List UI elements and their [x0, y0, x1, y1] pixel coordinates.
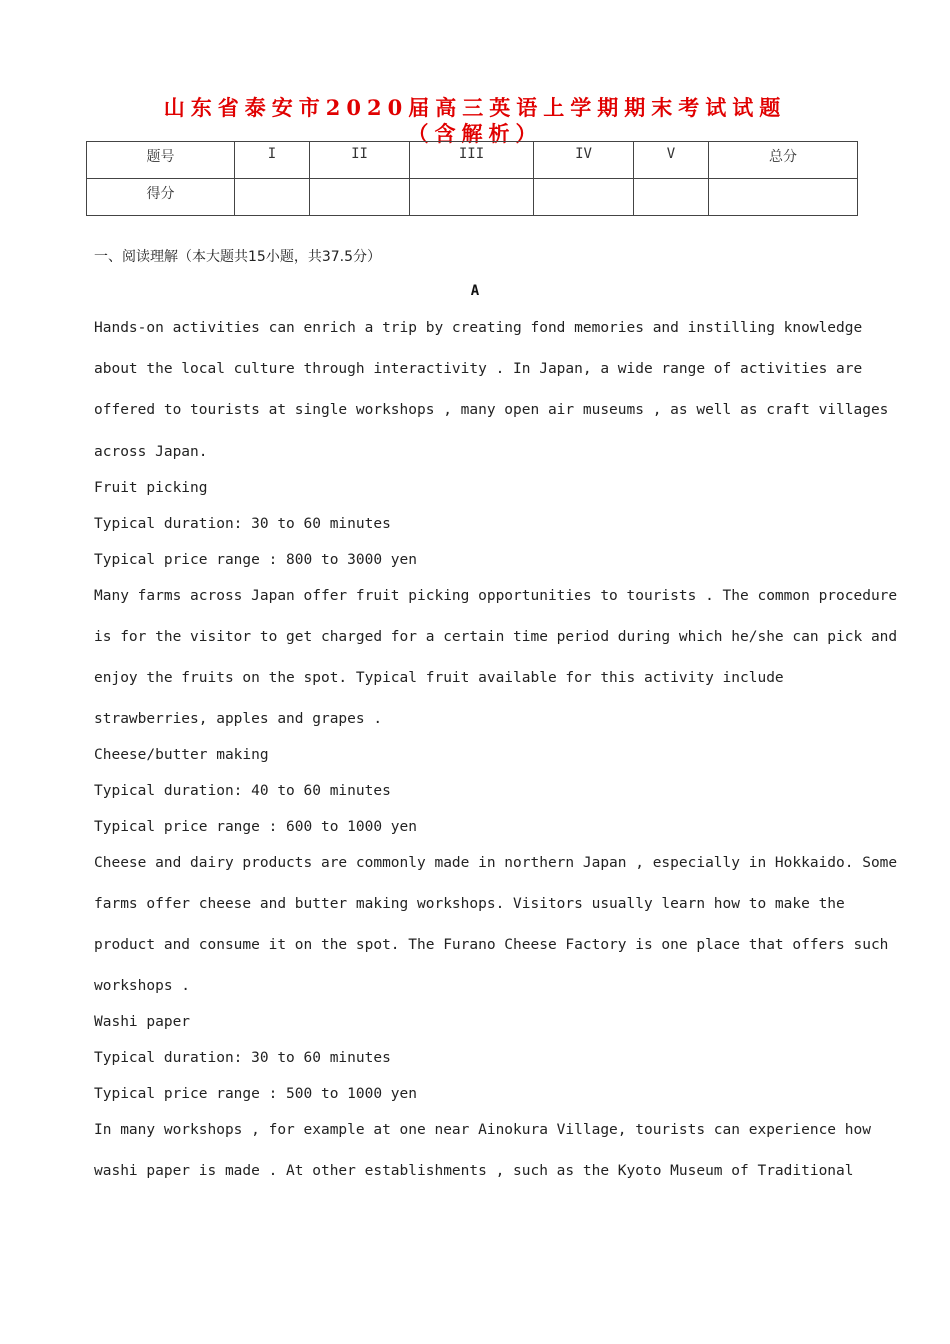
passage-label: A — [470, 283, 480, 299]
text-line: Typical duration: 40 to 60 minutes — [94, 783, 391, 799]
text-line: is for the visitor to get charged for a certain time period during which he/she can pick and — [94, 629, 898, 645]
score-header-cell: II — [310, 142, 410, 179]
text-line: In many workshops , for example at one near Ainokura Village, tourists can experience how — [94, 1122, 871, 1138]
text-line: farms offer cheese and butter making workshops. Visitors usually learn how to make the — [94, 896, 845, 912]
text-line: washi paper is made . At other establishments , such as the Kyoto Museum of Traditional — [94, 1163, 854, 1179]
score-empty-cell — [310, 179, 410, 216]
text-line: Typical price range : 800 to 3000 yen — [94, 552, 418, 568]
score-header-cell: I — [235, 142, 310, 179]
score-empty-cell — [410, 179, 534, 216]
document-title: 山东省泰安市2020届高三英语上学期期末考试试题 — [163, 95, 787, 120]
text-line: across Japan. — [94, 444, 208, 460]
text-line: Hands-on activities can enrich a trip by creating fond memories and instilling knowledge — [94, 320, 863, 336]
score-empty-cell — [634, 179, 709, 216]
text-line: Typical duration: 30 to 60 minutes — [94, 516, 391, 532]
score-table — [86, 141, 858, 216]
text-line: Typical price range : 500 to 1000 yen — [94, 1086, 418, 1102]
text-line: Many farms across Japan offer fruit picking opportunities to tourists . The common procedure — [94, 588, 898, 604]
subheading: Cheese/butter making — [94, 747, 269, 763]
score-table-header-row — [87, 142, 858, 179]
text-line: Typical price range : 600 to 1000 yen — [94, 819, 418, 835]
document-title-suffix: （含解析） — [407, 121, 543, 146]
text-line: strawberries, apples and grapes . — [94, 711, 383, 727]
text-line: workshops . — [94, 978, 191, 994]
text-line: about the local culture through interactivity . In Japan, a wide range of activities are — [94, 361, 863, 377]
section-heading: 一、阅读理解（本大题共15小题，共37.5分） — [94, 249, 381, 265]
score-header-cell: 总分 — [709, 142, 858, 179]
score-empty-cell — [709, 179, 858, 216]
score-empty-cell — [534, 179, 634, 216]
score-header-cell: 题号 — [87, 142, 235, 179]
score-empty-cell — [235, 179, 310, 216]
subheading: Washi paper — [94, 1014, 191, 1030]
text-line: Typical duration: 30 to 60 minutes — [94, 1050, 391, 1066]
score-header-cell: V — [634, 142, 709, 179]
score-row-label: 得分 — [87, 179, 235, 216]
text-line: Cheese and dairy products are commonly made in northern Japan , especially in Hokkaido. Some — [94, 855, 898, 871]
score-table-score-row — [87, 179, 858, 216]
score-header-cell: III — [410, 142, 534, 179]
subheading: Fruit picking — [94, 480, 208, 496]
score-header-cell: IV — [534, 142, 634, 179]
text-line: enjoy the fruits on the spot. Typical fruit available for this activity include — [94, 670, 784, 686]
text-line: offered to tourists at single workshops , many open air museums , as well as craft villages — [94, 402, 889, 418]
text-line: product and consume it on the spot. The Furano Cheese Factory is one place that offers such — [94, 937, 889, 953]
